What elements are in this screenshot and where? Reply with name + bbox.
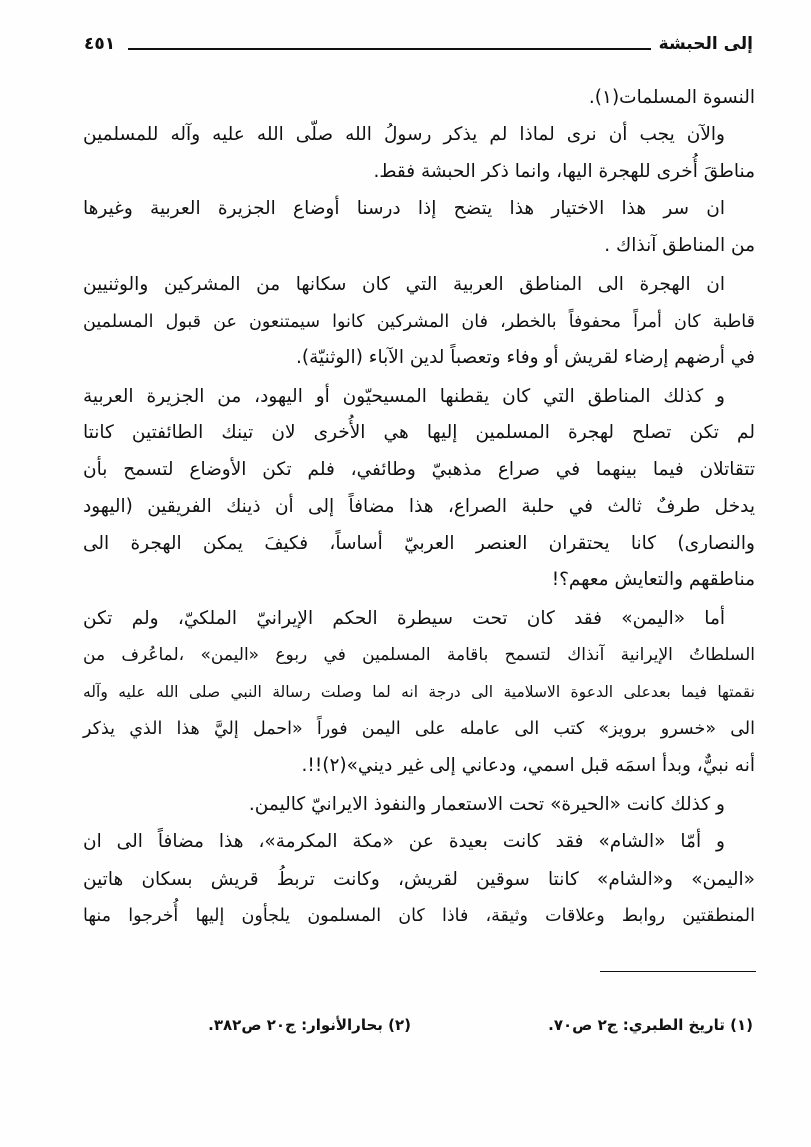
text-line: و كذلك كانت «الحيرة» تحت الاستعمار والنفوذ الايرانيّ كاليمن.: [248, 794, 725, 815]
text-line: يدخل طرفٌ ثالث في حلبة الصراع، هذا مضافاً إلى أن ذينك الفريقين (اليهود: [83, 496, 755, 517]
text-line: ان سر هذا الاختيار هذا يتضح إذا درسنا أوضاع الجزيرة العربية وغيرها: [83, 198, 725, 219]
header-rule: [128, 48, 651, 50]
text-line: الى «خسرو برويز» كتب الى عامله على اليمن فوراً «احمل إليَّ هذا الذي يذكر: [83, 719, 755, 739]
text-line: مناطقَ أُخرى للهجرة اليها، وانما ذكر الحبشة فقط.: [373, 161, 755, 182]
page-number: ٤٥١: [84, 34, 116, 54]
text-line: في أرضهم إرضاء لقريش أو وفاء وتعصباً لدين الآباء (الوثنيّة).: [296, 347, 755, 368]
text-line: ان الهجرة الى المناطق العربية التي كان سكانها من المشركين والوثنيين: [83, 274, 725, 295]
text-line: النسوة المسلمات(١).: [588, 87, 755, 108]
chapter-title: إلى الحبشة: [658, 34, 753, 54]
text-line: نقمتها فيما بعدعلى الدعوة الاسلامية الى درجة انه لما وصلت رسالة النبي صلى الله عليه وآله: [83, 683, 755, 701]
text-line: «اليمن» و«الشام» كانتا سوقين لقريش، وكانت تربطُ قريش بسكان هاتين: [83, 869, 755, 890]
footnote-separator: [600, 971, 756, 972]
text-line: و أمّا «الشام» فقد كانت بعيدة عن «مكة المكرمة»، هذا مضافاً الى ان: [83, 831, 725, 852]
text-line: و كذلك المناطق التي كان يقطنها المسيحيّون أو اليهود، من الجزيرة العربية: [83, 386, 725, 407]
text-line: المنطقتين روابط وعلاقات وثيقة، فاذا كان المسلمون يلجأون إليها أُخرجوا منها: [83, 906, 755, 926]
footnote-1: (١) تاريخ الطبري: ج٢ ص٧٠.: [548, 1016, 753, 1034]
text-line: مناطقهم والتعايش معهم؟!: [551, 569, 755, 590]
text-line: تتقاتلان فيما بينهما في صراع مذهبيّ وطائفي، فلم تكن الأوضاع لتسمح بأن: [83, 459, 755, 480]
text-line: أنه نبيٌّ، وبدأ اسمَه قبل اسمي، ودعاني إلى غير ديني»(٢)!!.: [301, 755, 755, 776]
text-line: من المناطق آنذاك .: [604, 235, 755, 256]
text-line: أما «اليمن» فقد كان تحت سيطرة الحكم الإيرانيّ الملكيّ، ولم تكن: [83, 608, 725, 629]
text-line: قاطبة كان أمراً محفوفاً بالخطر، فان المشركين كانوا سيمتنعون عن قبول المسلمين: [83, 312, 755, 332]
text-line: السلطاتُ الإيرانية آنذاك لتسمح باقامة المسلمين في ربوع «اليمن» ،لماعُرف من: [83, 645, 755, 665]
text-line: لم تكن تصلح لهجرة المسلمين إليها هي الأُخرى لان تينك الطائفتين كانتا: [83, 422, 755, 443]
text-line: والنصارى) كانا يحتقران العنصر العربيّ أساساً، فكيفَ يمكن الهجرة الى: [83, 533, 755, 554]
text-line: والآن يجب أن نرى لماذا لم يذكر رسولُ الله صلّى الله عليه وآله للمسلمين: [83, 124, 725, 145]
footnote-2: (٢) بحارالأنوار: ج٢٠ ص٣٨٢.: [208, 1016, 411, 1034]
